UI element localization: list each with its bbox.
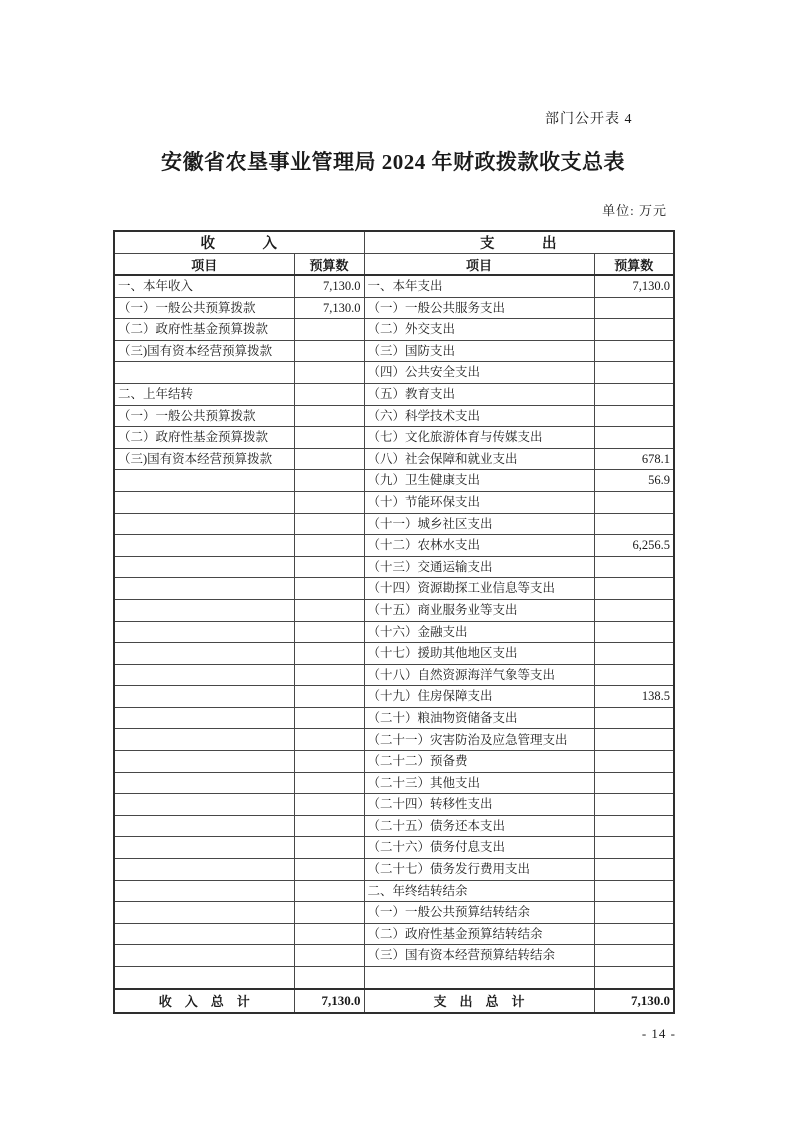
- revenue-item-cell: [114, 686, 294, 708]
- revenue-item-cell: （三)国有资本经营预算拨款: [114, 340, 294, 362]
- revenue-value-cell: [294, 535, 364, 557]
- expenditure-value-cell: 138.5: [594, 686, 674, 708]
- revenue-item-cell: （二）政府性基金预算拨款: [114, 427, 294, 449]
- unit-label: 单位: 万元: [602, 203, 667, 218]
- table-row: [114, 643, 674, 665]
- table-row: [114, 772, 674, 794]
- revenue-item-cell: （一）一般公共预算拨款: [114, 405, 294, 427]
- revenue-value-cell: [294, 751, 364, 773]
- revenue-item-cell: [114, 859, 294, 881]
- expenditure-section-header: 支 出: [364, 231, 674, 254]
- revenue-item-cell: [114, 599, 294, 621]
- revenue-value-cell: [294, 556, 364, 578]
- revenue-item-cell: [114, 556, 294, 578]
- expenditure-item-cell: （四）公共安全支出: [364, 362, 594, 384]
- expenditure-item-cell: （十三）交通运输支出: [364, 556, 594, 578]
- revenue-value-cell: [294, 578, 364, 600]
- revenue-item-cell: [114, 578, 294, 600]
- table-row: [114, 470, 674, 492]
- expenditure-item-cell: （二十六）债务付息支出: [364, 837, 594, 859]
- expenditure-value-cell: 6,256.5: [594, 535, 674, 557]
- expenditure-value-cell: [594, 621, 674, 643]
- expenditure-item-cell: （二十二）预备费: [364, 751, 594, 773]
- expenditure-value-cell: [594, 513, 674, 535]
- revenue-value-cell: [294, 815, 364, 837]
- expenditure-value-cell: [594, 297, 674, 319]
- revenue-value-cell: [294, 319, 364, 341]
- table-row: [114, 448, 674, 470]
- expenditure-item-cell: （七）文化旅游体育与传媒支出: [364, 427, 594, 449]
- revenue-value-cell: [294, 967, 364, 989]
- expenditure-item-cell: （二十三）其他支出: [364, 772, 594, 794]
- expenditure-item-cell: （二）政府性基金预算结转结余: [364, 923, 594, 945]
- table-row: [114, 556, 674, 578]
- section-header-row: [114, 231, 674, 254]
- revenue-total-value: 7,130.0: [294, 989, 364, 1013]
- expenditure-value-cell: [594, 794, 674, 816]
- expenditure-item-cell: （十四）资源勘探工业信息等支出: [364, 578, 594, 600]
- expenditure-total-value: 7,130.0: [594, 989, 674, 1013]
- revenue-value-cell: [294, 513, 364, 535]
- revenue-value-cell: [294, 772, 364, 794]
- revenue-value-cell: 7,130.0: [294, 297, 364, 319]
- page-number: - 14 -: [641, 1026, 676, 1041]
- column-header-row: [114, 254, 674, 276]
- expenditure-value-cell: [594, 923, 674, 945]
- table-row: [114, 902, 674, 924]
- revenue-item-cell: [114, 772, 294, 794]
- revenue-value-cell: [294, 340, 364, 362]
- revenue-value-cell: [294, 427, 364, 449]
- revenue-value-cell: [294, 664, 364, 686]
- revenue-item-cell: [114, 945, 294, 967]
- expenditure-item-cell: （一）一般公共服务支出: [364, 297, 594, 319]
- expenditure-value-cell: [594, 362, 674, 384]
- table-body: [114, 275, 674, 989]
- revenue-value-cell: [294, 362, 364, 384]
- expenditure-item-cell: （八）社会保障和就业支出: [364, 448, 594, 470]
- expenditure-item-cell: （二十一）灾害防治及应急管理支出: [364, 729, 594, 751]
- expenditure-value-cell: [594, 945, 674, 967]
- expenditure-item-cell: （二十七）债务发行费用支出: [364, 859, 594, 881]
- revenue-item-cell: [114, 643, 294, 665]
- table-row: [114, 578, 674, 600]
- revenue-value-cell: [294, 686, 364, 708]
- expenditure-total-label: 支 出 总 计: [364, 989, 594, 1013]
- revenue-value-cell: [294, 923, 364, 945]
- revenue-item-cell: （一）一般公共预算拨款: [114, 297, 294, 319]
- revenue-total-label: 收 入 总 计: [114, 989, 294, 1013]
- revenue-value-cell: [294, 794, 364, 816]
- table-row: [114, 297, 674, 319]
- table-row: [114, 319, 674, 341]
- budget-table: [113, 230, 675, 1014]
- revenue-item-cell: [114, 902, 294, 924]
- revenue-item-cell: 一、本年收入: [114, 275, 294, 297]
- table-row: [114, 707, 674, 729]
- revenue-item-cell: [114, 664, 294, 686]
- revenue-item-cell: [114, 535, 294, 557]
- expenditure-value-cell: [594, 556, 674, 578]
- expenditure-value-cell: [594, 967, 674, 989]
- expenditure-item-cell: （十九）住房保障支出: [364, 686, 594, 708]
- table-row: [114, 362, 674, 384]
- doc-public-table-label: 部门公开表 4: [545, 112, 633, 127]
- expenditure-budget-column-header: 预算数: [594, 254, 674, 276]
- table-row: [114, 599, 674, 621]
- expenditure-value-cell: [594, 599, 674, 621]
- expenditure-value-cell: 678.1: [594, 448, 674, 470]
- revenue-item-cell: [114, 794, 294, 816]
- expenditure-value-cell: [594, 772, 674, 794]
- revenue-item-cell: [114, 837, 294, 859]
- expenditure-item-cell: （一）一般公共预算结转结余: [364, 902, 594, 924]
- total-row: [114, 989, 674, 1013]
- expenditure-value-cell: [594, 880, 674, 902]
- expenditure-item-cell: （三）国有资本经营预算结转结余: [364, 945, 594, 967]
- expenditure-value-cell: [594, 815, 674, 837]
- revenue-value-cell: [294, 448, 364, 470]
- table-row: [114, 967, 674, 989]
- expenditure-value-cell: [594, 340, 674, 362]
- table-row: [114, 275, 674, 297]
- expenditure-value-cell: [594, 578, 674, 600]
- revenue-value-cell: [294, 470, 364, 492]
- revenue-value-cell: [294, 729, 364, 751]
- revenue-item-cell: （三)国有资本经营预算拨款: [114, 448, 294, 470]
- revenue-item-cell: [114, 362, 294, 384]
- table-row: [114, 535, 674, 557]
- revenue-value-cell: [294, 902, 364, 924]
- table-row: [114, 405, 674, 427]
- revenue-value-cell: [294, 621, 364, 643]
- expenditure-value-cell: [594, 729, 674, 751]
- expenditure-item-cell: （六）科学技术支出: [364, 405, 594, 427]
- expenditure-item-cell: （十五）商业服务业等支出: [364, 599, 594, 621]
- revenue-item-cell: [114, 729, 294, 751]
- expenditure-item-cell: （十一）城乡社区支出: [364, 513, 594, 535]
- expenditure-item-cell: （十）节能环保支出: [364, 491, 594, 513]
- revenue-item-cell: [114, 751, 294, 773]
- table-row: [114, 383, 674, 405]
- table-row: [114, 794, 674, 816]
- expenditure-item-column-header: 项目: [364, 254, 594, 276]
- expenditure-value-cell: [594, 427, 674, 449]
- revenue-item-cell: [114, 470, 294, 492]
- table-row: [114, 815, 674, 837]
- table-row: [114, 880, 674, 902]
- expenditure-value-cell: [594, 383, 674, 405]
- revenue-item-cell: 二、上年结转: [114, 383, 294, 405]
- table-row: [114, 751, 674, 773]
- revenue-budget-column-header: 预算数: [294, 254, 364, 276]
- revenue-value-cell: [294, 491, 364, 513]
- expenditure-value-cell: [594, 707, 674, 729]
- expenditure-item-cell: （三）国防支出: [364, 340, 594, 362]
- expenditure-value-cell: [594, 859, 674, 881]
- expenditure-item-cell: （二）外交支出: [364, 319, 594, 341]
- revenue-value-cell: [294, 859, 364, 881]
- revenue-item-cell: [114, 491, 294, 513]
- table-row: [114, 621, 674, 643]
- revenue-value-cell: [294, 880, 364, 902]
- expenditure-value-cell: [594, 902, 674, 924]
- expenditure-item-cell: 二、年终结转结余: [364, 880, 594, 902]
- expenditure-item-cell: （九）卫生健康支出: [364, 470, 594, 492]
- expenditure-value-cell: [594, 751, 674, 773]
- table-row: [114, 664, 674, 686]
- revenue-item-cell: [114, 513, 294, 535]
- expenditure-item-cell: [364, 967, 594, 989]
- table-footer: [114, 989, 674, 1013]
- table-row: [114, 491, 674, 513]
- expenditure-item-cell: （十六）金融支出: [364, 621, 594, 643]
- expenditure-item-cell: （二十五）债务还本支出: [364, 815, 594, 837]
- table-row: [114, 427, 674, 449]
- revenue-section-header: 收 入: [114, 231, 364, 254]
- table-row: [114, 859, 674, 881]
- expenditure-value-cell: 7,130.0: [594, 275, 674, 297]
- table-row: [114, 686, 674, 708]
- expenditure-item-cell: （十二）农林水支出: [364, 535, 594, 557]
- revenue-item-cell: [114, 880, 294, 902]
- table-row: [114, 513, 674, 535]
- expenditure-item-cell: 一、本年支出: [364, 275, 594, 297]
- expenditure-value-cell: [594, 837, 674, 859]
- expenditure-item-cell: （十七）援助其他地区支出: [364, 643, 594, 665]
- table-header: [114, 231, 674, 275]
- revenue-value-cell: [294, 599, 364, 621]
- expenditure-item-cell: （二十）粮油物资储备支出: [364, 707, 594, 729]
- revenue-item-cell: （二）政府性基金预算拨款: [114, 319, 294, 341]
- expenditure-item-cell: （十八）自然资源海洋气象等支出: [364, 664, 594, 686]
- revenue-value-cell: [294, 643, 364, 665]
- expenditure-item-cell: （五）教育支出: [364, 383, 594, 405]
- table-row: [114, 729, 674, 751]
- revenue-item-column-header: 项目: [114, 254, 294, 276]
- revenue-value-cell: 7,130.0: [294, 275, 364, 297]
- revenue-value-cell: [294, 837, 364, 859]
- expenditure-value-cell: [594, 491, 674, 513]
- revenue-item-cell: [114, 815, 294, 837]
- table-row: [114, 923, 674, 945]
- revenue-item-cell: [114, 967, 294, 989]
- revenue-value-cell: [294, 405, 364, 427]
- revenue-item-cell: [114, 707, 294, 729]
- table-row: [114, 340, 674, 362]
- revenue-value-cell: [294, 383, 364, 405]
- table-row: [114, 945, 674, 967]
- revenue-item-cell: [114, 621, 294, 643]
- expenditure-value-cell: [594, 405, 674, 427]
- expenditure-value-cell: [594, 643, 674, 665]
- expenditure-item-cell: （二十四）转移性支出: [364, 794, 594, 816]
- table-row: [114, 837, 674, 859]
- expenditure-value-cell: [594, 319, 674, 341]
- revenue-value-cell: [294, 707, 364, 729]
- expenditure-value-cell: 56.9: [594, 470, 674, 492]
- expenditure-value-cell: [594, 664, 674, 686]
- page-title: 安徽省农垦事业管理局 2024 年财政拨款收支总表: [161, 150, 625, 174]
- revenue-item-cell: [114, 923, 294, 945]
- revenue-value-cell: [294, 945, 364, 967]
